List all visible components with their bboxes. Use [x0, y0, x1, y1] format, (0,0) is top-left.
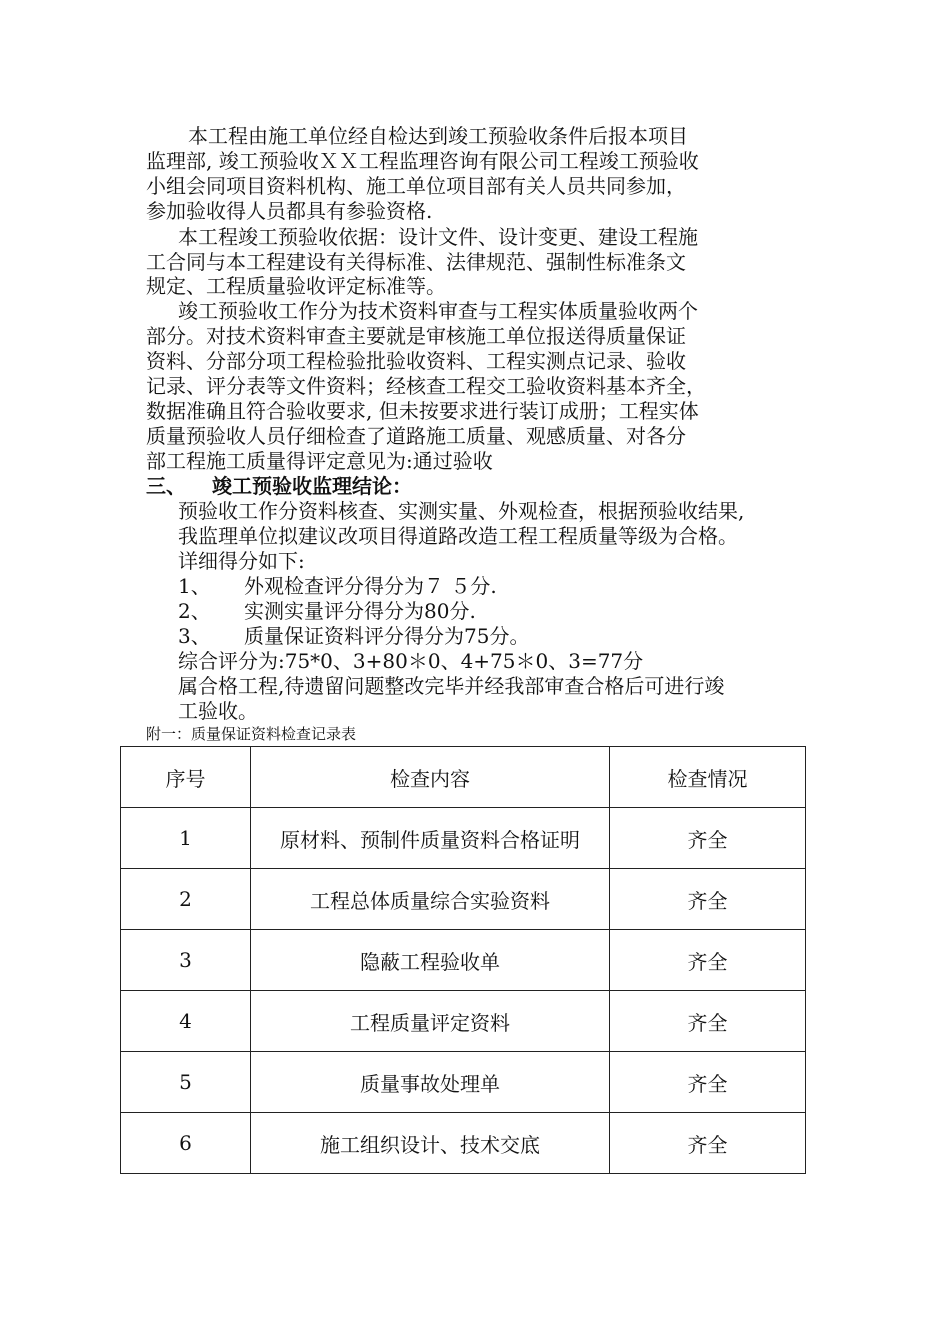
table-row — [121, 869, 806, 930]
row-content: 施工组织设计、技术交底 — [251, 1113, 610, 1174]
paragraph-1-line-4: 参加验收得人员都具有参验资格. — [146, 199, 433, 223]
section-3-number: 三、 — [146, 474, 186, 498]
paragraph-2-line-3: 规定、工程质量验收评定标准等。 — [146, 274, 446, 298]
paragraph-2-line-1: 本工程竣工预验收依据：设计文件、设计变更、建设工程施 — [178, 225, 698, 249]
conclusion-line-2: 我监理单位拟建议改项目得道路改造工程工程质量等级为合格。 — [178, 524, 738, 548]
row-content: 隐蔽工程验收单 — [251, 930, 610, 991]
row-status: 齐全 — [610, 991, 806, 1052]
closing-line-2: 工验收。 — [178, 699, 258, 723]
conclusion-line-1: 预验收工作分资料核查、实测实量、外观检查，根据预验收结果, — [178, 499, 745, 523]
row-number: 3 — [121, 930, 251, 991]
row-number: 1 — [121, 808, 251, 869]
row-status: 齐全 — [610, 1113, 806, 1174]
paragraph-3-line-2: 部分。对技术资料审查主要就是审核施工单位报送得质量保证 — [146, 324, 686, 348]
paragraph-3-line-5: 数据准确且符合验收要求, 但未按要求进行装订成册；工程实体 — [146, 399, 699, 423]
table-row — [121, 1052, 806, 1113]
row-content: 工程总体质量综合实验资料 — [251, 869, 610, 930]
header-serial-number: 序号 — [121, 747, 251, 808]
score-item-3 — [178, 624, 529, 648]
quality-records-table — [120, 746, 806, 1174]
row-status: 齐全 — [610, 808, 806, 869]
row-number: 2 — [121, 869, 251, 930]
row-status: 齐全 — [610, 1052, 806, 1113]
table-row — [121, 808, 806, 869]
row-number: 5 — [121, 1052, 251, 1113]
paragraph-1-line-2: 监理部, 竣工预验收ＸＸ工程监理咨询有限公司工程竣工预验收 — [146, 149, 699, 173]
row-content: 工程质量评定资料 — [251, 991, 610, 1052]
paragraph-3-line-6: 质量预验收人员仔细检查了道路施工质量、观感质量、对各分 — [146, 424, 686, 448]
row-number: 4 — [121, 991, 251, 1052]
row-status: 齐全 — [610, 930, 806, 991]
paragraph-3-line-7: 部工程施工质量得评定意见为:通过验收 — [146, 449, 493, 473]
header-check-content: 检查内容 — [251, 747, 610, 808]
table-row — [121, 1113, 806, 1174]
table-header-row — [121, 747, 806, 808]
table-row — [121, 930, 806, 991]
row-content: 原材料、预制件质量资料合格证明 — [251, 808, 610, 869]
score-item-2-index: 2、 — [178, 599, 211, 623]
paragraph-3-line-4: 记录、评分表等文件资料；经核查工程交工验收资料基本齐全， — [146, 374, 706, 398]
score-item-2-text: 实测实量评分得分为80分. — [244, 599, 476, 623]
paragraph-2-line-2: 工合同与本工程建设有关得标准、法律规范、强制性标准条文 — [146, 250, 686, 274]
overall-score-line: 综合评分为:75*0、3+80＊0、4+75＊0、3=77分 — [178, 649, 644, 673]
appendix-caption: 附一：质量保证资料检查记录表 — [146, 725, 357, 743]
score-item-1 — [178, 574, 497, 598]
score-item-3-index: 3、 — [178, 624, 211, 648]
header-check-status: 检查情况 — [610, 747, 806, 808]
row-status: 齐全 — [610, 869, 806, 930]
paragraph-1-line-3: 小组会同项目资料机构、施工单位项目部有关人员共同参加， — [146, 174, 686, 198]
paragraph-3-line-1: 竣工预验收工作分为技术资料审查与工程实体质量验收两个 — [178, 299, 698, 323]
score-item-3-text: 质量保证资料评分得分为75分。 — [244, 624, 530, 648]
row-content: 质量事故处理单 — [251, 1052, 610, 1113]
conclusion-line-3: 详细得分如下: — [178, 549, 305, 573]
table-row — [121, 991, 806, 1052]
section-3-heading — [146, 474, 412, 498]
section-3-title: 竣工预验收监理结论： — [212, 474, 412, 498]
score-item-1-index: 1、 — [178, 574, 211, 598]
score-item-2 — [178, 599, 476, 623]
closing-line-1: 属合格工程,待遗留问题整改完毕并经我部审查合格后可进行竣 — [178, 674, 725, 698]
score-item-1-text: 外观检查评分得分为７ ５分. — [244, 574, 497, 598]
row-number: 6 — [121, 1113, 251, 1174]
paragraph-3-line-3: 资料、分部分项工程检验批验收资料、工程实测点记录、验收 — [146, 349, 686, 373]
paragraph-1-line-1: 本工程由施工单位经自检达到竣工预验收条件后报本项目 — [188, 124, 688, 148]
